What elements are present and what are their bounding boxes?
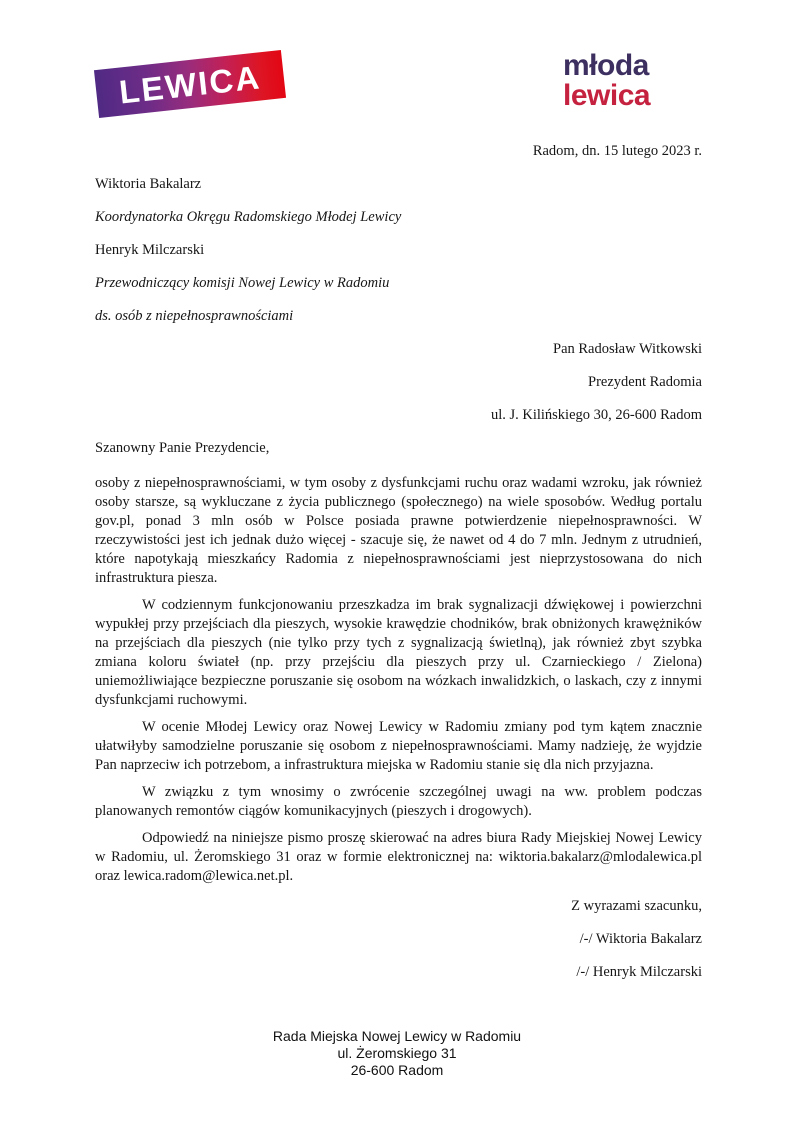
paragraph-1: osoby z niepełnosprawnościami, w tym osoby z dysfunkcjami ruchu oraz wadami wzroku, jak również osoby starsze, są wykluczane z życia publicznego (społecznego) na wiele sposobów. Według portalu gov.pl, ponad 3 mln osób w Polsce posiada prawne potwierdzenie niepełnosprawności. W rzeczywistości jest ich jednak dużo więcej - szacuje się, że nawet od 4 do 7 mln. Jednym z utrudnień, które napotykają mieszkańcy Radomia z niepełnosprawnościami jest nieprzystosowana do nich infrastruktura piesza.	[95, 475, 702, 586]
footer-line-3: 26-600 Radom	[350, 1062, 444, 1078]
closing-block	[95, 897, 702, 982]
salutation: Szanowny Panie Prezydencie,	[95, 440, 270, 456]
recipient-name: Pan Radosław Witkowski	[553, 341, 702, 357]
letter-content	[95, 142, 702, 996]
paragraph-3: W ocenie Młodej Lewicy oraz Nowej Lewicy w Radomiu zmiany pod tym kątem znacznie ułatwiłyby samodzielne poruszanie się osobom z niepełnosprawnościami. Mamy nadzieję, że wyjdzie Pan naprzeciw ich potrzebom, a infrastruktura miejska w Radomiu stanie się dla nich przyjazna.	[95, 719, 702, 773]
sender-title-2-line-2: ds. osób z niepełnosprawnościami	[95, 308, 294, 324]
paragraph-2: W codziennym funkcjonowaniu przeszkadza im brak sygnalizacji dźwiękowej i powierzchni wypukłej przy przejściach dla pieszych, wysokie krawędzie chodników, brak obniżonych krawężników na przejściach dla pieszych (nie tylko przy tych z sygnalizacją świetlną), jak również zbyt szybka zmiana koloru świateł (np. przy przejściu dla pieszych przy ul. Czarnieckiego / Zielona) uniemożliwiające bezpieczne poruszanie się osobom na wózkach inwalidzkich, o laskach, czy z innymi dysfunkcjami ruchowymi.	[95, 597, 702, 708]
closing-phrase: Z wyrazami szacunku,	[571, 898, 702, 914]
paragraph-4: W związku z tym wnosimy o zwrócenie szczególnej uwagi na ww. problem podczas planowanych remontów ciągów komunikacyjnych (pieszych i drogowych).	[95, 784, 702, 819]
footer-address	[0, 1028, 794, 1079]
recipient-address: ul. J. Kilińskiego 30, 26-600 Radom	[490, 407, 702, 423]
mloda-lewica-logo	[563, 51, 650, 111]
mloda-logo-word-mloda: młoda	[563, 49, 649, 82]
sender-block	[95, 175, 702, 326]
sender-name-2: Henryk Milczarski	[95, 242, 205, 258]
lewica-logo-text: LEWICA	[117, 57, 263, 111]
signature-1: /-/ Wiktoria Bakalarz	[579, 931, 702, 947]
recipient-title: Prezydent Radomia	[588, 374, 702, 390]
paragraph-5: Odpowiedź na niniejsze pismo proszę skierować na adres biura Rady Miejskiej Nowej Lewicy w Radomiu, ul. Żeromskiego 31 oraz w formie elektronicznej na: wiktoria.bakalarz@mlodalewica.pl oraz lewica.radom@lewica.net.pl.	[95, 830, 702, 884]
sender-name-1: Wiktoria Bakalarz	[95, 176, 202, 192]
recipient-block	[95, 340, 702, 425]
sender-title-2-line-1: Przewodniczący komisji Nowej Lewicy w Radomiu	[95, 275, 390, 291]
lewica-logo	[94, 50, 286, 118]
mloda-logo-word-lewica: lewica	[563, 79, 651, 112]
footer-line-1: Rada Miejska Nowej Lewicy w Radomiu	[272, 1028, 522, 1044]
signature-2: /-/ Henryk Milczarski	[576, 964, 702, 980]
footer-line-2: ul. Żeromskiego 31	[337, 1045, 457, 1061]
date-line: Radom, dn. 15 lutego 2023 r.	[532, 143, 702, 159]
sender-title-1: Koordynatorka Okręgu Radomskiego Młodej Lewicy	[95, 209, 402, 225]
